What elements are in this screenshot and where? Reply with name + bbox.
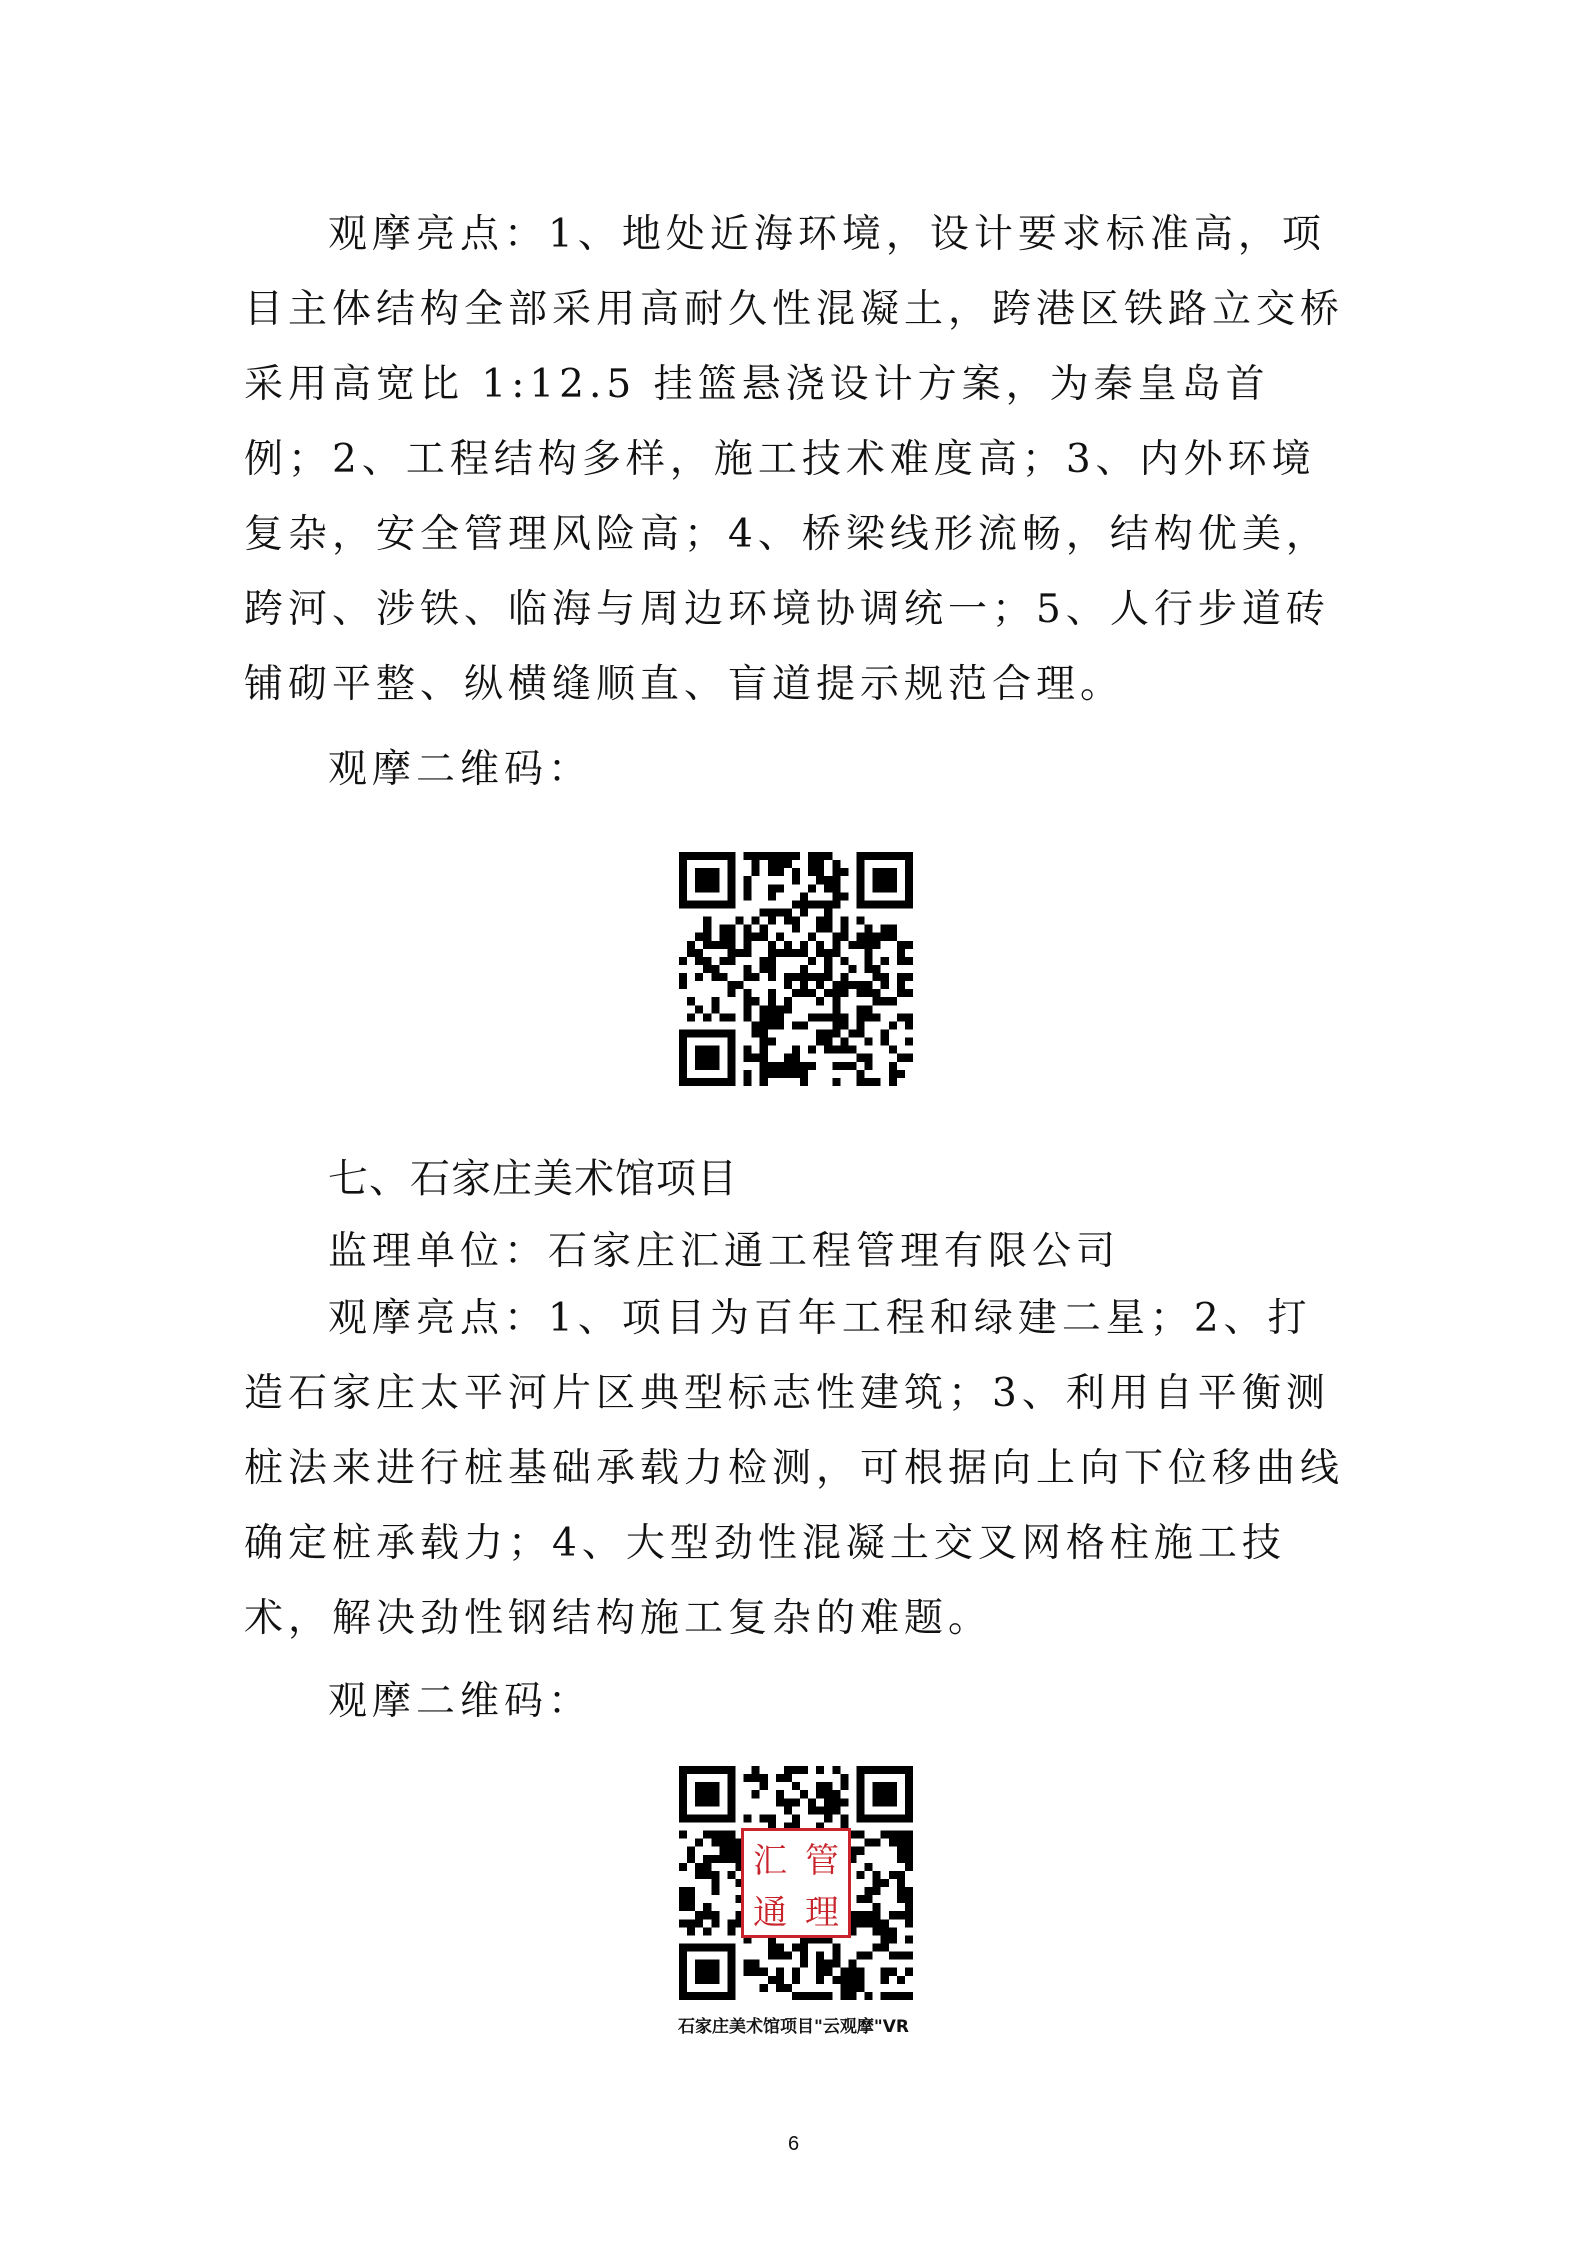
section7-supervisor: 监理单位：石家庄汇通工程管理有限公司 bbox=[328, 1229, 1121, 1274]
qr-caption: 石家庄美术馆项目"云观摩"VR bbox=[678, 2017, 909, 2037]
page-number: 6 bbox=[787, 2133, 800, 2155]
section6-qr-label: 观摩二维码： bbox=[328, 747, 593, 792]
seal-char: 理 bbox=[805, 1892, 839, 1933]
company-seal-stamp bbox=[741, 1828, 851, 1938]
section7-qr-label: 观摩二维码： bbox=[328, 1679, 593, 1724]
seal-char: 管 bbox=[805, 1840, 839, 1881]
section7-qr-code[interactable] bbox=[679, 1766, 913, 2000]
section6-highlights: 观摩亮点：1、地处近海环境，设计要求标准高，项目主体结构全部采用高耐久性混凝土，跨港区铁路立交桥采用高宽比 1:12.5 挂篮悬浇设计方案，为秦皇岛首例；2、工程结构多样，施工技术难度高；3、内外环境复杂，安全管理风险高；4、桥梁线形流畅，结构优美，跨河、涉铁、临海与周边环境协调统一；5、人行步道砖铺砌平整、纵横缝顺直、盲道提示规范合理。 bbox=[244, 212, 1345, 707]
section7-title: 七、石家庄美术馆项目 bbox=[328, 1156, 738, 1202]
section6-qr-code[interactable] bbox=[679, 852, 913, 1086]
section7-highlights: 观摩亮点：1、项目为百年工程和绿建二星；2、打造石家庄太平河片区典型标志性建筑；3、利用自平衡测桩法来进行桩基础承载力检测，可根据向上向下位移曲线确定桩承载力；4、大型劲性混凝土交叉网格柱施工技术，解决劲性钢结构施工复杂的难题。 bbox=[244, 1296, 1345, 1641]
seal-char: 通 bbox=[753, 1892, 787, 1933]
seal-char: 汇 bbox=[753, 1840, 787, 1881]
